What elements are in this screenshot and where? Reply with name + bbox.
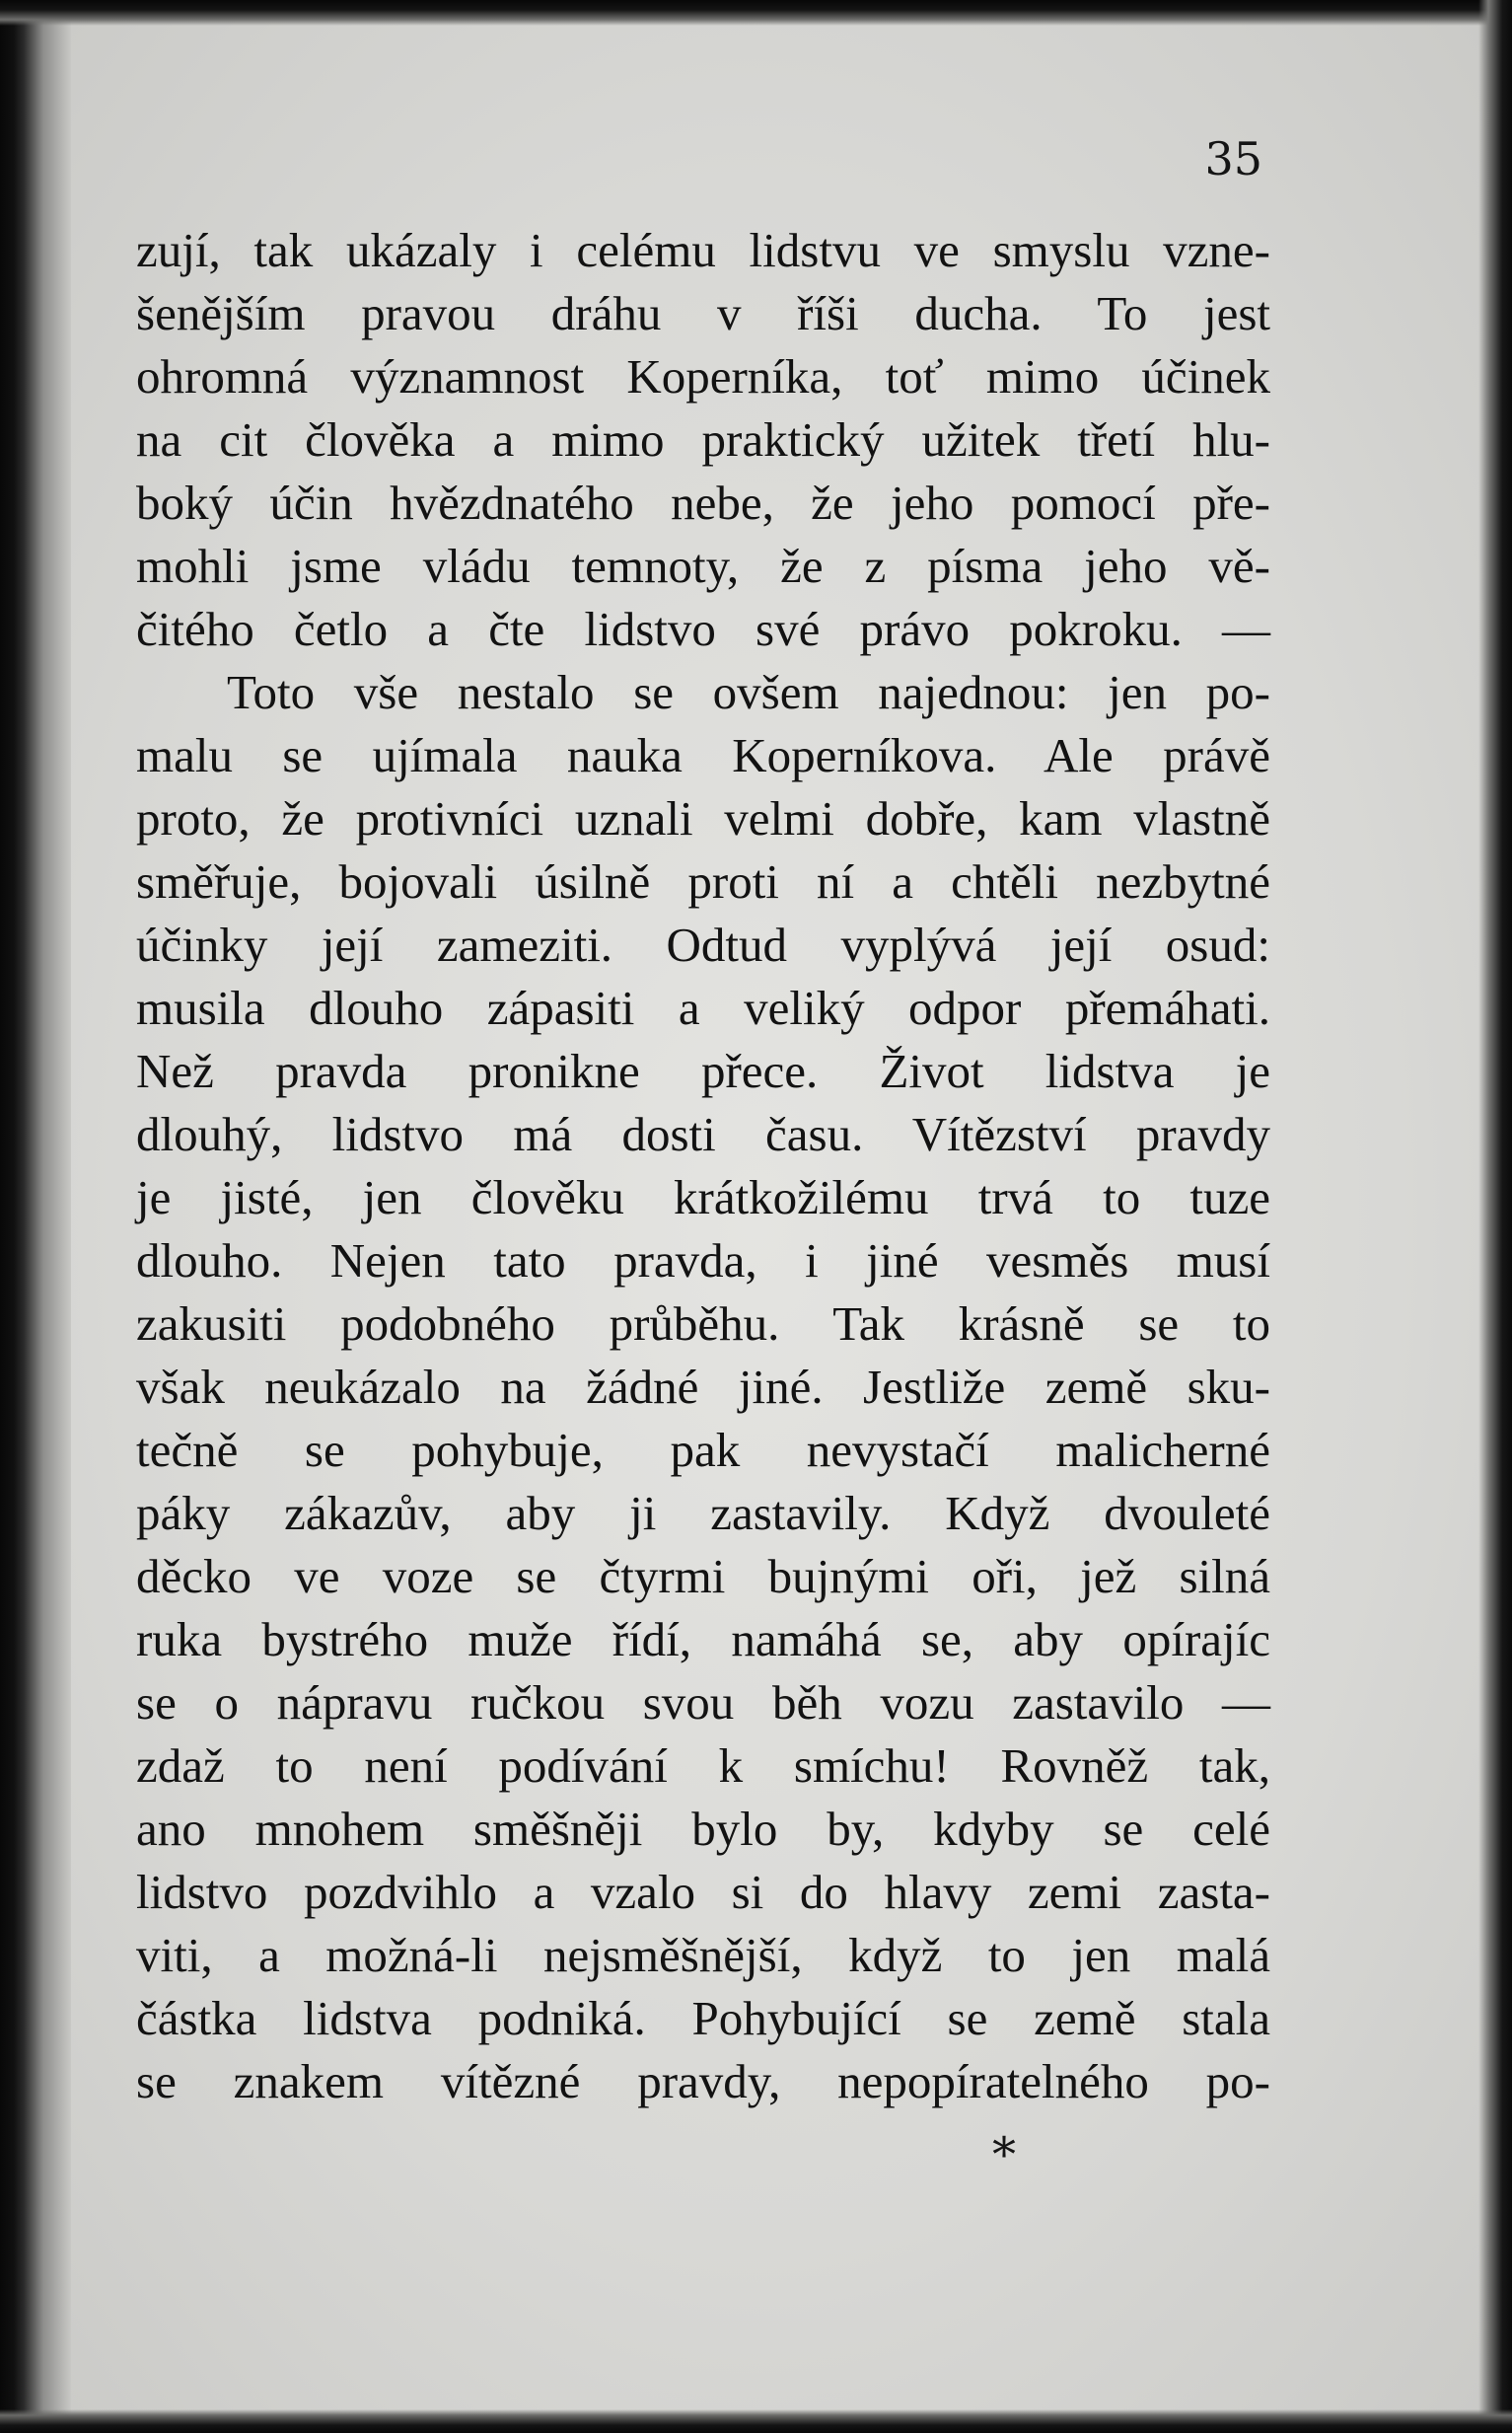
page-number: 35 <box>1204 132 1262 185</box>
text-line: šenějším pravou dráhu v říši ducha. To jest <box>136 286 1270 340</box>
text-line: tečně se pohybuje, pak nevystačí malicherné <box>136 1423 1270 1477</box>
text-line: zují, tak ukázaly i celému lidstvu ve smyslu vzne- <box>136 223 1270 277</box>
body-text <box>136 219 1270 2113</box>
text-line: musila dlouho zápasiti a veliký odpor přemáhati. <box>136 981 1270 1035</box>
text-line: čitého četlo a čte lidstvo své právo pokroku. — <box>136 602 1270 656</box>
text-line: děcko ve voze se čtyrmi bujnými oři, jež silná <box>136 1549 1270 1603</box>
text-line: páky zákazův, aby ji zastavily. Když dvouleté <box>136 1486 1270 1540</box>
text-line: Než pravda pronikne přece. Život lidstva je <box>136 1044 1270 1098</box>
text-line: se znakem vítězné pravdy, nepopíratelného po- <box>136 2054 1270 2108</box>
top-edge-shadow <box>0 0 1512 26</box>
signature-mark: * <box>992 2127 1016 2182</box>
right-edge-shadow <box>1478 0 1512 2433</box>
text-line: viti, a možná-li nejsměšnější, když to jen malá <box>136 1928 1270 1982</box>
text-line: směřuje, bojovali úsilně proti ní a chtěli nezbytné <box>136 854 1270 909</box>
text-line: však neukázalo na žádné jiné. Jestliže země sku- <box>136 1360 1270 1414</box>
text-line: ano mnohem směšněji bylo by, kdyby se celé <box>136 1802 1270 1856</box>
bottom-edge-shadow <box>0 2409 1512 2433</box>
text-line: na cit člověka a mimo praktický užitek třetí hlu- <box>136 412 1270 467</box>
text-line: malu se ujímala nauka Koperníkova. Ale právě <box>136 728 1270 782</box>
text-line: je jisté, jen člověku krátkožilému trvá to tuze <box>136 1170 1270 1224</box>
text-line: lidstvo pozdvihlo a vzalo si do hlavy zemi zasta- <box>136 1865 1270 1919</box>
text-line: boký účin hvězdnatého nebe, že jeho pomocí pře- <box>136 476 1270 530</box>
text-line: se o nápravu ručkou svou běh vozu zastavilo — <box>136 1675 1270 1730</box>
text-line: zdaž to není podívání k smíchu! Rovněž tak, <box>136 1738 1270 1793</box>
paragraph-start-line: Toto vše nestalo se ovšem najednou: jen po- <box>227 665 1270 719</box>
text-line: ruka bystrého muže řídí, namáhá se, aby opírajíc <box>136 1612 1270 1666</box>
text-line: částka lidstva podniká. Pohybující se země stala <box>136 1991 1270 2045</box>
text-line: dlouhý, lidstvo má dosti času. Vítězství pravdy <box>136 1107 1270 1161</box>
text-line: dlouho. Nejen tato pravda, i jiné vesměs musí <box>136 1233 1270 1288</box>
text-line: proto, že protivníci uznali velmi dobře, kam vlastně <box>136 791 1270 846</box>
text-line: mohli jsme vládu temnoty, že z písma jeho vě- <box>136 539 1270 593</box>
binding-shadow <box>0 0 71 2433</box>
text-line: zakusiti podobného průběhu. Tak krásně se to <box>136 1296 1270 1351</box>
text-line: ohromná významnost Koperníka, toť mimo účinek <box>136 349 1270 404</box>
text-line: účinky její zameziti. Odtud vyplývá její osud: <box>136 918 1270 972</box>
